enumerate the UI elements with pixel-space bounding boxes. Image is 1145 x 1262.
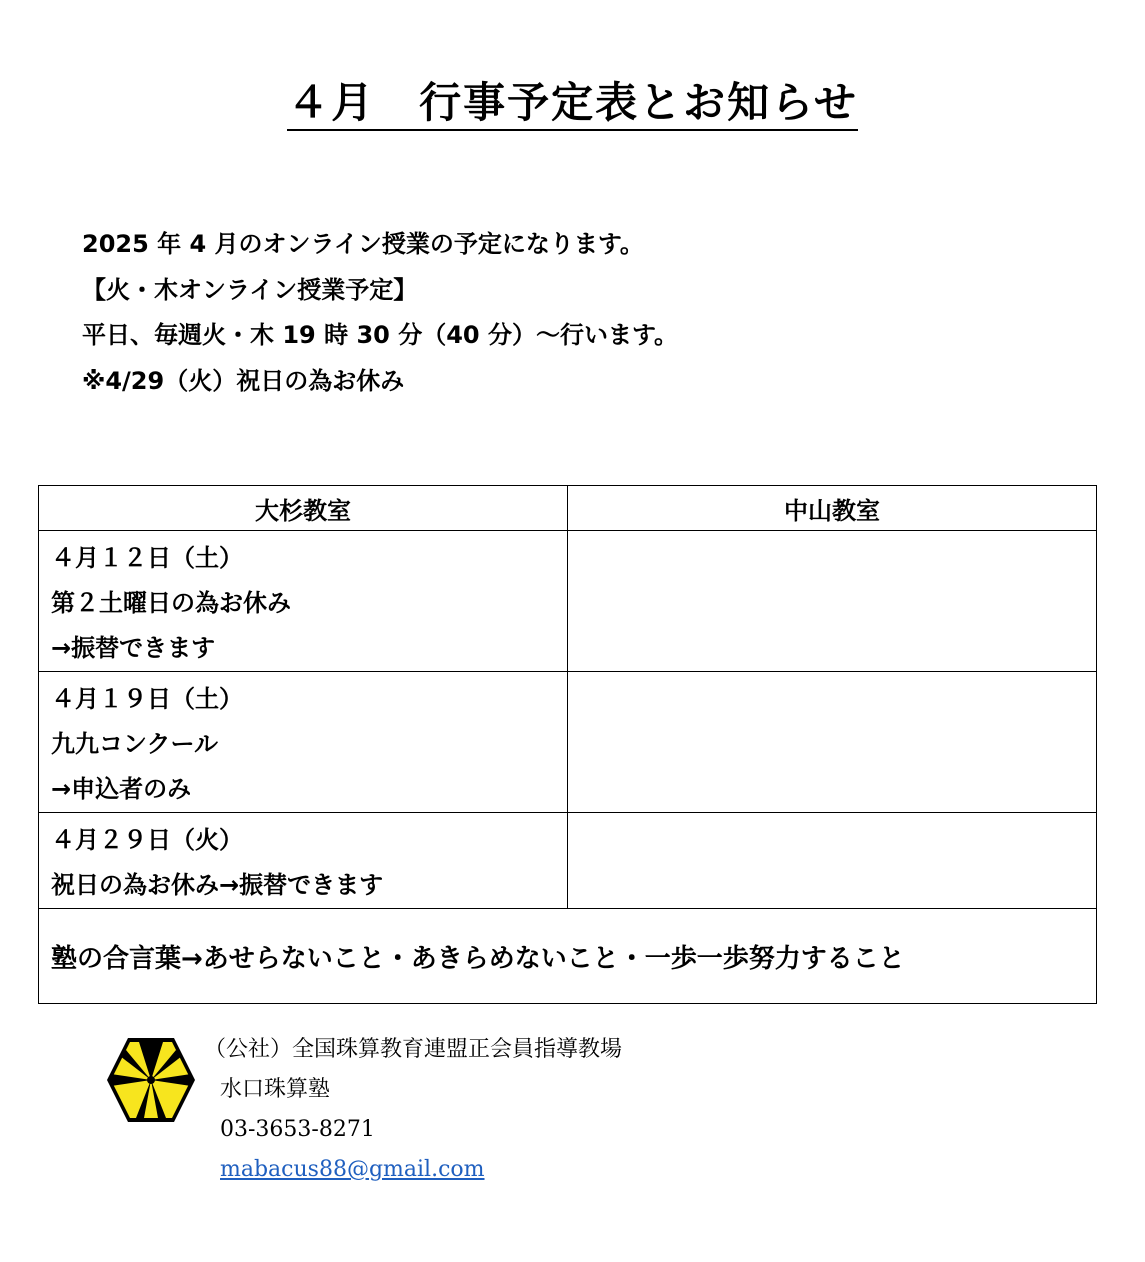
org-affiliation: （公社）全国珠算教育連盟正会員指導教場: [204, 1037, 623, 1062]
school-name: 水口珠算塾: [220, 1077, 331, 1102]
motto-text: 塾の合言葉→あせらないこと・あきらめないこと・一歩一歩努力すること: [39, 909, 1097, 1004]
table-row: [39, 531, 1097, 672]
event-date: ４月１２日（土）: [51, 544, 243, 572]
event-detail: 九九コンクール: [51, 730, 219, 758]
page-title-text: ４月 行事予定表とお知らせ: [287, 78, 858, 131]
table-row: [39, 672, 1097, 813]
email-link[interactable]: mabacus88@gmail.com: [220, 1157, 485, 1182]
event-date: ４月２９日（火）: [51, 826, 243, 854]
event-date: ４月１９日（土）: [51, 685, 243, 713]
nakayama-cell: [568, 672, 1097, 813]
motto-row: [39, 909, 1097, 1004]
header-osugi-classroom: 大杉教室: [39, 486, 568, 531]
footer: [204, 1030, 622, 1190]
intro-line-1: 2025 年 4 月のオンライン授業の予定になります。: [82, 230, 644, 258]
event-note: →申込者のみ: [51, 775, 192, 803]
event-detail: 第２土曜日の為お休み: [51, 589, 291, 617]
osugi-cell: [39, 531, 568, 672]
schedule-table: [38, 485, 1097, 1004]
event-note: →振替できます: [51, 634, 216, 662]
intro-line-2: 【火・木オンライン授業予定】: [82, 275, 418, 304]
intro-line-3: 平日、毎週火・木 19 時 30 分（40 分）～行います。: [82, 321, 679, 349]
page-title: [0, 70, 1145, 130]
school-logo-icon: [106, 1036, 196, 1124]
table-header-row: [39, 486, 1097, 531]
nakayama-cell: [568, 531, 1097, 672]
header-nakayama-classroom: 中山教室: [568, 486, 1097, 531]
intro-line-4: ※4/29（火）祝日の為お休み: [82, 366, 405, 395]
table-row: [39, 813, 1097, 909]
osugi-cell: [39, 813, 568, 909]
intro-block: [82, 222, 678, 404]
phone-number: 03-3653-8271: [220, 1117, 375, 1142]
event-detail: 祝日の為お休み→振替できます: [51, 871, 384, 899]
nakayama-cell: [568, 813, 1097, 909]
osugi-cell: [39, 672, 568, 813]
